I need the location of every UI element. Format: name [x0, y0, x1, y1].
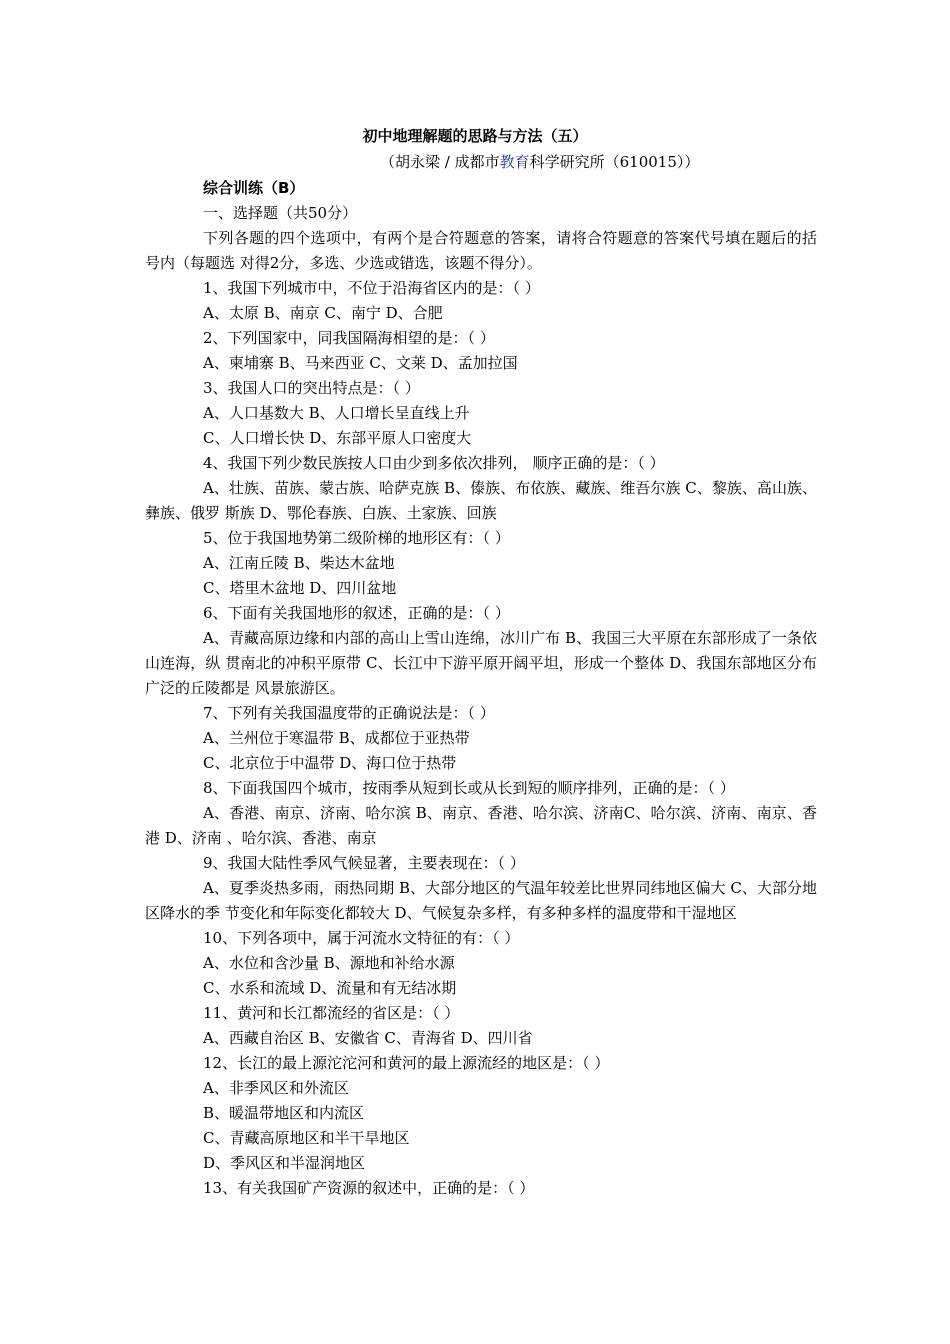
text-line: A、江南丘陵 B、柴达木盆地 [203, 554, 395, 572]
text-line: 一、选择题（共50分） [203, 204, 358, 222]
author-text-start: （胡永梁 / 成都市 [380, 153, 500, 171]
text-line: 7、下列有关我国温度带的正确说法是：（ ） [203, 704, 495, 722]
text-line: 3、我国人口的突出特点是：（ ） [203, 379, 420, 397]
text-line: 9、我国大陆性季风气候显著，主要表现在：（ ） [203, 854, 525, 872]
text-line: 2、下列国家中，同我国隔海相望的是：（ ） [203, 329, 495, 347]
text-line: 5、位于我国地势第二级阶梯的地形区有：（ ） [203, 529, 510, 547]
author-line [380, 150, 699, 174]
text-line: C、北京位于中温带 D、海口位于热带 [203, 754, 457, 772]
author-highlight: 教育 [499, 153, 530, 171]
text-line: 8、下面我国四个城市，按雨季从短到长或从长到短的顺序排列，正确的是：（ ） [203, 779, 735, 797]
text-line: D、季风区和半湿润地区 [203, 1154, 366, 1172]
document-title: 初中地理解题的思路与方法（五） [362, 127, 588, 145]
text-line: A、水位和含沙量 B、源地和补给水源 [203, 954, 455, 972]
paragraph: A、夏季炎热多雨，雨热同期 B、大部分地区的气温年较差比世界同纬地区偏大 C、大部分地区降水的季 节变化和年际变化都较大 D、气候复杂多样，有多种多样的温度带和干湿地区 [145, 879, 817, 922]
text-line: 1、我国下列城市中，不位于沿海省区内的是：（ ） [203, 279, 540, 297]
text-line: 11、黄河和长江都流经的省区是：（ ） [203, 1004, 460, 1022]
text-line: 6、下面有关我国地形的叙述，正确的是：（ ） [203, 604, 510, 622]
paragraph: A、香港、南京、济南、哈尔滨 B、南京、香港、哈尔滨、济南C、哈尔滨、济南、南京、香港 D、济南 、哈尔滨、香港、南京 [145, 804, 817, 847]
text-line: 10、下列各项中，属于河流水文特征的有：（ ） [203, 929, 520, 947]
text-line: A、非季风区和外流区 [203, 1079, 349, 1097]
text-line: B、暖温带地区和内流区 [203, 1104, 365, 1122]
section-heading: 综合训练（B） [203, 179, 305, 197]
text-line: A、太原 B、南京 C、南宁 D、合肥 [203, 304, 443, 322]
text-line: 13、有关我国矿产资源的叙述中，正确的是：（ ） [203, 1179, 535, 1197]
text-line: 12、长江的最上源沱沱河和黄河的最上源流经的地区是：（ ） [203, 1054, 610, 1072]
text-line: C、人口增长快 D、东部平原人口密度大 [203, 429, 472, 447]
text-line: A、西藏自治区 B、安徽省 C、青海省 D、四川省 [203, 1029, 533, 1047]
text-line: C、青藏高原地区和半干旱地区 [203, 1129, 410, 1147]
document-body [145, 176, 817, 1201]
paragraph: A、青藏高原边缘和内部的高山上雪山连绵，冰川广布 B、我国三大平原在东部形成了一条依山连海，纵 贯南北的冲积平原带 C、长江中下游平原开阔平坦，形成一个整体 D、我国东部地区分布广泛的丘陵都是 风景旅游区。 [145, 629, 817, 697]
text-line: A、人口基数大 B、人口增长呈直线上升 [203, 404, 470, 422]
author-text-end: 科学研究所（610015）） [529, 153, 700, 171]
text-line: A、柬埔寨 B、马来西亚 C、文莱 D、孟加拉国 [203, 354, 518, 372]
text-line: 4、我国下列少数民族按人口由少到多依次排列， 顺序正确的是：（ ） [203, 454, 665, 472]
text-line: C、水系和流域 D、流量和有无结冰期 [203, 979, 457, 997]
text-line: C、塔里木盆地 D、四川盆地 [203, 579, 397, 597]
paragraph: A、壮族、苗族、蒙古族、哈萨克族 B、傣族、布依族、藏族、维吾尔族 C、黎族、高山族、彝族、俄罗 斯族 D、鄂伦春族、白族、土家族、回族 [145, 479, 817, 522]
paragraph: 下列各题的四个选项中，有两个是合符题意的答案，请将合符题意的答案代号填在题后的括号内（每题选 对得2分，多选、少选或错选，该题不得分）。 [145, 229, 817, 272]
text-line: A、兰州位于寒温带 B、成都位于亚热带 [203, 729, 470, 747]
